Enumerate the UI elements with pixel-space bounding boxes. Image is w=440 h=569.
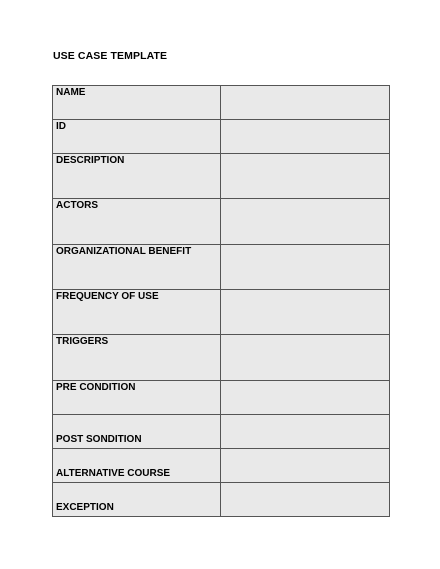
label-cell (53, 449, 221, 483)
value-cell-exception[interactable] (221, 483, 390, 517)
table-row (53, 483, 390, 517)
use-case-table (52, 85, 390, 517)
row-label-actors: ACTORS (56, 200, 99, 211)
row-label-alternative-course: ALTERNATIVE COURSE (56, 468, 171, 479)
value-cell-actors[interactable] (221, 199, 390, 245)
value-cell-triggers[interactable] (221, 335, 390, 381)
table-row (53, 335, 390, 381)
table-row (53, 120, 390, 154)
row-label-description: DESCRIPTION (56, 155, 125, 166)
row-label-pre-condition: PRE CONDITION (56, 382, 136, 393)
row-label-triggers: TRIGGERS (56, 336, 109, 347)
table-row (53, 86, 390, 120)
value-cell-organizational-benefit[interactable] (221, 245, 390, 290)
table-row (53, 245, 390, 290)
table-row (53, 415, 390, 449)
label-cell (53, 381, 221, 415)
row-label-organizational-benefit: ORGANIZATIONAL BENEFIT (56, 246, 192, 257)
value-cell-id[interactable] (221, 120, 390, 154)
row-label-frequency-of-use: FREQUENCY OF USE (56, 291, 159, 302)
label-cell (53, 199, 221, 245)
label-cell (53, 86, 221, 120)
value-cell-pre-condition[interactable] (221, 381, 390, 415)
row-label-id: ID (56, 121, 66, 132)
row-label-post-condition: POST SONDITION (56, 434, 142, 445)
table-row (53, 381, 390, 415)
label-cell (53, 415, 221, 449)
table-row (53, 449, 390, 483)
row-label-exception: EXCEPTION (56, 502, 114, 513)
table-row (53, 154, 390, 199)
value-cell-description[interactable] (221, 154, 390, 199)
row-label-name: NAME (56, 87, 86, 98)
table-row (53, 290, 390, 335)
label-cell (53, 335, 221, 381)
label-cell (53, 245, 221, 290)
value-cell-frequency-of-use[interactable] (221, 290, 390, 335)
label-cell (53, 483, 221, 517)
label-cell (53, 120, 221, 154)
table-row (53, 199, 390, 245)
value-cell-post-condition[interactable] (221, 415, 390, 449)
label-cell (53, 154, 221, 199)
value-cell-name[interactable] (221, 86, 390, 120)
value-cell-alternative-course[interactable] (221, 449, 390, 483)
label-cell (53, 290, 221, 335)
document-title: USE CASE TEMPLATE (53, 50, 168, 62)
